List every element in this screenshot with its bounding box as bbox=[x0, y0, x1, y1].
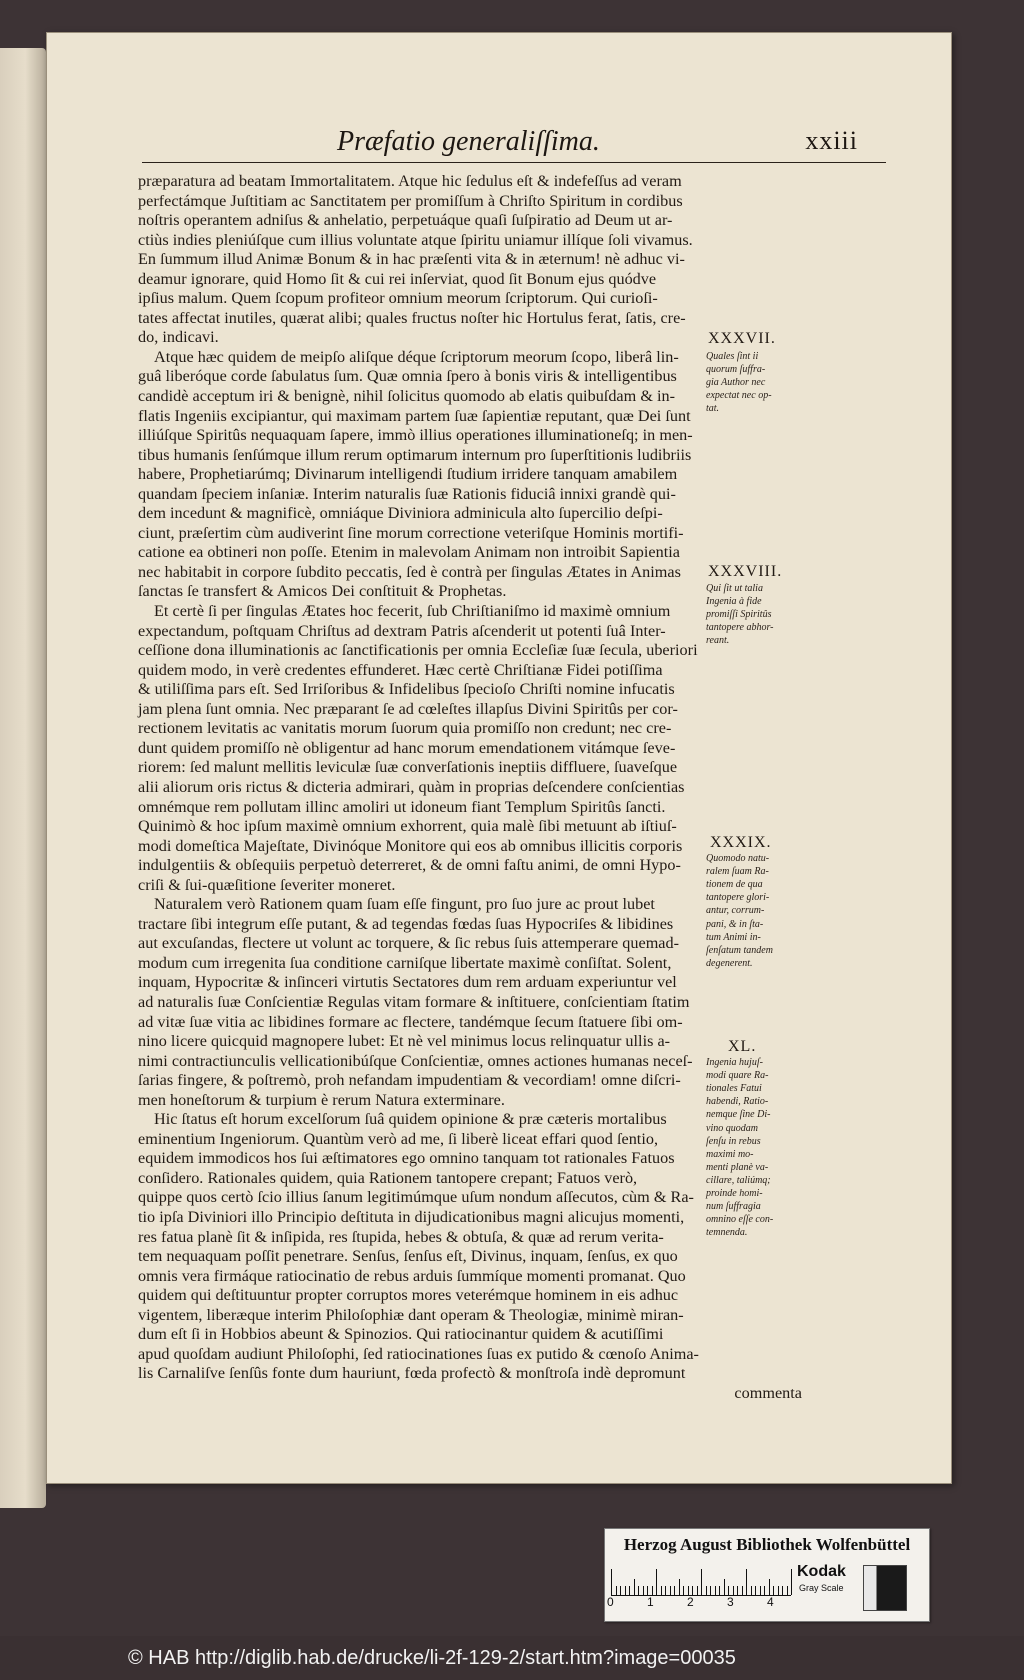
marginal-note-line: proinde homi- bbox=[706, 1188, 763, 1199]
marginal-section-number: XL. bbox=[728, 1038, 757, 1055]
ruler-tick bbox=[634, 1579, 635, 1595]
ruler-tick bbox=[724, 1579, 725, 1595]
ruler-tick bbox=[629, 1586, 630, 1595]
text-line: habere, Prophetiarúmq; Divinarum intelligendi ſtudium irridere tanquam amabilem bbox=[138, 465, 678, 484]
text-line: jam plena ſunt omnia. Nec præparant ſe ad cœleſtes illapſus Divini Spiritûs per cor- bbox=[138, 699, 678, 718]
marginal-note-line: maximi mo- bbox=[706, 1148, 754, 1160]
ruler-tick bbox=[620, 1586, 621, 1595]
text-line: quandam ſpeciem inſaniæ. Interim naturalis ſuæ Rationis fiduciâ innixi grandè qui- bbox=[138, 484, 676, 503]
text-line: omnis vera firmáque ratiocinatio de rebus arduis ſummíque momenti promanat. Quo bbox=[138, 1266, 686, 1285]
text-line: aut excuſandas, flectere ut volunt ac torquere, & ſic rebus ſuis attemperare quemad- bbox=[138, 934, 680, 953]
marginal-note-line: cillare, taliúmq; bbox=[706, 1174, 771, 1186]
text-line: illiúſque Spiritûs nequaquam ſapere, immò illius operationes illuminationeſq; in men- bbox=[138, 426, 693, 445]
text-line: vigentem, liberæque interim Philoſophiæ dant operam & Theologiæ, minimè miran- bbox=[138, 1305, 684, 1324]
text-line: apud quoſdam audiunt Philoſophi, ſed ratiocinationes ſuas ex putido & cœnoſo Anima- bbox=[138, 1344, 699, 1363]
copyright-footer bbox=[0, 1636, 1024, 1680]
text-line: equidem immodicos hos ſui æſtimatores ego omnino tanquam tot rationales Fatuos bbox=[138, 1149, 675, 1168]
text-line: modi domeſtica Majeſtate, Divinóque Monitore qui eos ab omnibus illicitis corporis bbox=[138, 836, 683, 855]
marginal-note-line: tantopere glori- bbox=[706, 892, 770, 904]
ruler-tick bbox=[791, 1569, 792, 1595]
text-line: præparatura ad beatam Immortalitatem. Atque hic ſedulus eſt & indefeſſus ad veram bbox=[138, 172, 682, 190]
marginal-note-line: antur, corrum- bbox=[706, 905, 765, 917]
ruler-tick bbox=[742, 1586, 743, 1595]
marginal-note-line: temnenda. bbox=[706, 1227, 748, 1239]
text-line: guâ liberóque corde ſabulatus ſum. Quæ omnia ſpero à bonis viris & intelligentibus bbox=[138, 367, 677, 386]
marginal-section-number: XXXIX. bbox=[710, 834, 772, 851]
ruler-tick bbox=[697, 1586, 698, 1595]
ruler-tick bbox=[737, 1586, 738, 1595]
text-line: quidem qui deſtituuntur propter corruptos mores veterémque hominem in eis adhuc bbox=[138, 1286, 679, 1305]
ruler-tick bbox=[782, 1586, 783, 1595]
ruler-tick bbox=[773, 1586, 774, 1595]
marginal-note-line: ſenſatum tandem bbox=[706, 944, 773, 956]
marginal-note-line: num ſuffragia bbox=[706, 1201, 761, 1213]
text-line: ceſſione dona illuminationis ac ſanctificationis per omnia Eccleſiæ ſuæ ſecula, uberiori bbox=[138, 641, 698, 660]
text-line: res fatua planè ſit & inſipida, res ſtupida, hebes & obtuſa, & quæ ad rerum verita- bbox=[138, 1227, 664, 1246]
ruler-tick bbox=[670, 1586, 671, 1595]
ruler-tick bbox=[611, 1569, 612, 1595]
text-line: ſanctas ſe transfert & Amicos Dei conſtituit & Prophetas. bbox=[138, 582, 507, 601]
text-line: deamur ignorare, quid Homo ſit & cui rei inſerviat, quod ſit Bonum ejus quódve bbox=[138, 269, 657, 288]
text-line: quippe quos certò ſcio illius ſanum legitimúmque uſum nondum aſſecutos, cùm & Ra- bbox=[138, 1188, 694, 1207]
ruler-tick bbox=[679, 1579, 680, 1595]
text-line: dem incedunt & magnificè, omniáque Diviniora adminicula alto ſupercilio deſpi- bbox=[138, 504, 663, 523]
ruler-tick bbox=[706, 1586, 707, 1595]
marginal-note-line: pani, & in ſta- bbox=[706, 918, 764, 930]
marginal-note-line: tat. bbox=[706, 403, 720, 415]
text-line: lis Carnaliſve ſenſûs fonte dum hauriunt, fœda profectò & monſtroſa indè depromunt bbox=[138, 1364, 686, 1383]
ruler-tick bbox=[692, 1586, 693, 1595]
color-calibration-card bbox=[604, 1528, 930, 1622]
body-text bbox=[138, 172, 802, 1403]
text-line: nino licere quicquid magnopere lubet: Et nè vel minimus locus relinquatur ullis a- bbox=[138, 1032, 671, 1051]
marginal-section-number: XXXVIII. bbox=[708, 563, 783, 580]
text-line: tibus humanis ſenſúmque illum rerum optimarum internum pro ſuperſtitionis ludibriis bbox=[138, 445, 692, 464]
book-page bbox=[46, 32, 952, 1484]
ruler-number: 1 bbox=[647, 1595, 654, 1609]
page-number: xxiii bbox=[805, 126, 858, 155]
text-line: dunt quidem promiſſo nè obligentur ad hanc morum emendationem vitámque ſeve- bbox=[138, 738, 676, 757]
ruler-tick bbox=[674, 1586, 675, 1595]
ruler-tick bbox=[643, 1586, 644, 1595]
text-line: inquam, Hypocritæ & inſinceri virtutis Sectatores dum rem arduam experiuntur vel bbox=[138, 973, 677, 992]
text-line: Atque hæc quidem de meipſo aliſque déque ſcriptorum meorum ſcopo, liberâ lin- bbox=[154, 347, 679, 366]
copyright-text: © HAB http://diglib.hab.de/drucke/li-2f-129-2/start.htm?image=00035 bbox=[128, 1646, 736, 1669]
marginal-section-number: XXXVII. bbox=[708, 330, 776, 347]
text-line: tractare ſibi integrum eſſe putant, & ad tegendas fœdas ſuas Hypocriſes & libidines bbox=[138, 914, 674, 933]
text-line: omnémque rem pollutam illinc amoliri ut idoneum fiant Templum Spiritûs ſancti. bbox=[138, 797, 666, 816]
marginal-note-line: vino quodam bbox=[706, 1122, 758, 1134]
marginal-note-line: menti planè va- bbox=[706, 1161, 769, 1173]
text-line: Quinimò & hoc ipſum maximè omnium exhorrent, quia malè ſibi metuunt ab iſtiuſ- bbox=[138, 817, 677, 836]
marginal-note-line: reant. bbox=[706, 635, 730, 647]
text-line: criſi & ſui-quæſitione ſeveriter moneret. bbox=[138, 875, 396, 894]
ruler-tick bbox=[728, 1586, 729, 1595]
ruler-tick bbox=[778, 1586, 779, 1595]
text-line: conſidero. Rationales quidem, quia Rationem tantopere crepant; Fatuos verò, bbox=[138, 1168, 638, 1187]
text-line: noſtris operantem adniſus & anhelatio, perpetuáque quaſi ſuſpiratio ad Deum ut ar- bbox=[138, 211, 673, 230]
running-header bbox=[142, 124, 886, 163]
text-line: eminentium Ingeniorum. Quantùm verò ad me, ſi liberè liceat effari quod ſentio, bbox=[138, 1129, 659, 1148]
text-line: ipſius malum. Quem ſcopum profiteor omnium meorum ſcriptorum. Qui curioſi- bbox=[138, 289, 658, 308]
facing-page-edge bbox=[0, 48, 46, 1508]
ruler-tick bbox=[625, 1586, 626, 1595]
text-line: perfectámque Juſtitiam ac Sanctitatem per promiſſum à Chriſto Spiritum in cordibus bbox=[138, 191, 683, 210]
ruler-tick bbox=[715, 1586, 716, 1595]
ruler-tick bbox=[656, 1569, 657, 1595]
ruler-tick bbox=[710, 1586, 711, 1595]
ruler-tick bbox=[616, 1586, 617, 1595]
catchword: commenta bbox=[734, 1383, 802, 1402]
text-line: ciunt, præſertim cùm audiverint ſine morum correctione veteriſque Hominis mortifi- bbox=[138, 523, 684, 542]
text-line: ad naturalis ſuæ Conſcientiæ Regulas vitam formare & inſtituere, conſcientiam ſtatim bbox=[138, 992, 690, 1011]
marginal-note-line: modi quare Ra- bbox=[706, 1070, 769, 1082]
text-line: Naturalem verò Rationem quam ſuam eſſe fingunt, pro ſuo jure ac prout lubet bbox=[154, 895, 655, 914]
marginal-note-line: quorum ſuffra- bbox=[706, 364, 766, 376]
marginal-note-line: ralem ſuam Ra- bbox=[706, 866, 769, 878]
text-line: riorem: ſed malunt mellitis leviculæ ſuæ converſationis ineptiis diffluere, ſuaveſque bbox=[138, 758, 678, 777]
ruler-number: 4 bbox=[767, 1595, 774, 1609]
marginal-note-line: tionales Fatui bbox=[706, 1083, 762, 1095]
marginal-note-line: Quales ſint ii bbox=[706, 351, 759, 362]
text-line: rectionem levitatis ac vanitatis morum ſuorum quia promiſſo non credunt; nec cre- bbox=[138, 719, 672, 738]
marginal-note-line: Ingenia hujuſ- bbox=[706, 1057, 763, 1068]
text-line: ſarias fingere, & poſtremò, proh nefandam impudentiam & vecordiam! omne diſcri- bbox=[138, 1071, 681, 1090]
marginal-note-line: ſenſu in rebus bbox=[706, 1135, 761, 1147]
marginal-note-line: nemque ſine Di- bbox=[706, 1109, 771, 1121]
running-title: Præfatio generaliſſima. bbox=[337, 126, 600, 157]
marginal-note-line: degenerent. bbox=[706, 957, 753, 969]
ruler-tick bbox=[638, 1586, 639, 1595]
ruler-tick bbox=[719, 1586, 720, 1595]
marginal-note-line: expectat nec op- bbox=[706, 390, 772, 402]
ruler-tick bbox=[661, 1586, 662, 1595]
kodak-brand: Kodak bbox=[797, 1563, 846, 1580]
text-line: catione ea obtineri non poſſe. Etenim in malevolam Animam non introibit Sapientia bbox=[138, 543, 680, 562]
ruler-tick bbox=[665, 1586, 666, 1595]
ruler-tick bbox=[764, 1586, 765, 1595]
ruler-tick bbox=[701, 1569, 702, 1595]
marginal-note-line: Quomodo natu- bbox=[706, 853, 770, 864]
ruler-number: 0 bbox=[607, 1595, 614, 1609]
marginal-note-line: Ingenia à fide bbox=[706, 596, 762, 608]
text-line: Et certè ſi per ſingulas Ætates hoc fecerit, ſub Chriſtianiſmo id maximè omnium bbox=[154, 602, 671, 621]
text-line: En ſummum illud Animæ Bonum & in hac præſenti vita & in æternum! nè adhuc vi- bbox=[138, 250, 685, 269]
grayscale-label: Gray Scale bbox=[799, 1583, 844, 1593]
text-line: nimi contractiunculis vellicationibúſque Conſcientiæ, omnes actiones humanas neceſ- bbox=[138, 1051, 693, 1070]
text-line: men honeſtorum & turpium è rerum Natura exterminare. bbox=[138, 1090, 505, 1109]
ruler-tick bbox=[688, 1586, 689, 1595]
text-line: do, indicavi. bbox=[138, 328, 219, 347]
ruler-tick bbox=[746, 1569, 747, 1595]
ruler-tick bbox=[755, 1586, 756, 1595]
text-line: flatis Ingeniis excipiantur, qui maximam partem ſuæ ſapientiæ reputant, quæ Dei ſunt bbox=[138, 406, 691, 425]
text-line: modum cum irregenita ſua conditione carniſque libertate maximè conſiſtat. Solent, bbox=[138, 953, 672, 972]
text-line: expectandum, poſtquam Chriſtus ad dextram Patris aſcenderit ut potenti ſuâ Inter- bbox=[138, 621, 666, 640]
text-line: dum eſt ſi in Hobbios abeunt & Spinozios. Qui ratiocinantur quidem & acutiſſimi bbox=[138, 1325, 664, 1344]
ruler-number: 2 bbox=[687, 1595, 694, 1609]
ruler-tick bbox=[751, 1586, 752, 1595]
ruler-tick bbox=[683, 1586, 684, 1595]
marginal-note-line: gia Author nec bbox=[706, 377, 766, 389]
marginal-note-line: tantopere abhor- bbox=[706, 622, 774, 634]
marginal-note-line: habendi, Ratio- bbox=[706, 1096, 769, 1108]
text-line: tio ipſa Diviniori illo Principio deſtituta in dijudicationibus magni alicujus momenti, bbox=[138, 1207, 685, 1226]
text-line: Hic ſtatus eſt horum excelſorum ſuâ quidem opinione & præ cæteris mortalibus bbox=[154, 1110, 667, 1129]
ruler-tick bbox=[647, 1586, 648, 1595]
text-line: nec habitabit in corpore ſubdito peccatis, ſed è contrà per ſingulas Ætates in Animas bbox=[138, 562, 681, 581]
marginal-note-line: omnino eſſe con- bbox=[706, 1214, 774, 1226]
gray-patch bbox=[863, 1565, 907, 1611]
text-line: ctiùs indies pleniúſque cum illius voluntate atque ſpiritu uniamur illíque ſoli vivamus. bbox=[138, 230, 693, 249]
ruler-tick bbox=[760, 1586, 761, 1595]
text-line: tem nequaquam poſſit penetrare. Senſus, ſenſus eſt, Divinus, inquam, ſenſus, ex quo bbox=[138, 1247, 678, 1266]
text-line: indulgentiis & obſequiis perpetuò deterreret, & de omni faſtu animi, de omni Hypo- bbox=[138, 856, 681, 875]
text-line: quidem modo, in verè credentes effunderet. Hæc certè Chriſtianæ Fidei potiſſima bbox=[138, 660, 663, 679]
text-line: & utiliſſima pars eſt. Sed Irriſoribus & Infidelibus ſpecioſo Chriſti nomine infucatis bbox=[138, 680, 675, 699]
text-line: candidè acceptum iri & benignè, nihil ſolicitus quomodo ab elatis quibuſdam & in- bbox=[138, 387, 676, 406]
text-line: ad vitæ ſuæ vitia ac libidines formare ac flectere, tandémque ſecum ſtatuere ſibi om- bbox=[138, 1012, 683, 1031]
ruler-tick bbox=[769, 1579, 770, 1595]
ruler-tick bbox=[787, 1586, 788, 1595]
library-label: Herzog August Bibliothek Wolfenbüttel bbox=[623, 1535, 911, 1554]
text-line: tates affectat inutiles, quærat alibi; quales fructus noſter hic Hortulus ferat, ſatis, cre- bbox=[138, 308, 686, 327]
ruler-tick bbox=[652, 1586, 653, 1595]
ruler-tick bbox=[733, 1586, 734, 1595]
marginal-note-line: tum Animi in- bbox=[706, 931, 761, 943]
scale-ruler bbox=[611, 1567, 791, 1596]
marginal-note-line: tionem de qua bbox=[706, 879, 763, 891]
ruler-number: 3 bbox=[727, 1595, 734, 1609]
marginal-note-line: Qui ſit ut talia bbox=[706, 583, 763, 594]
marginal-note-line: promiſſi Spiritûs bbox=[706, 609, 772, 621]
text-line: alii aliorum oris rictus & dicteria admirari, quàm in proprias deſcendere conſcientias bbox=[138, 777, 685, 796]
